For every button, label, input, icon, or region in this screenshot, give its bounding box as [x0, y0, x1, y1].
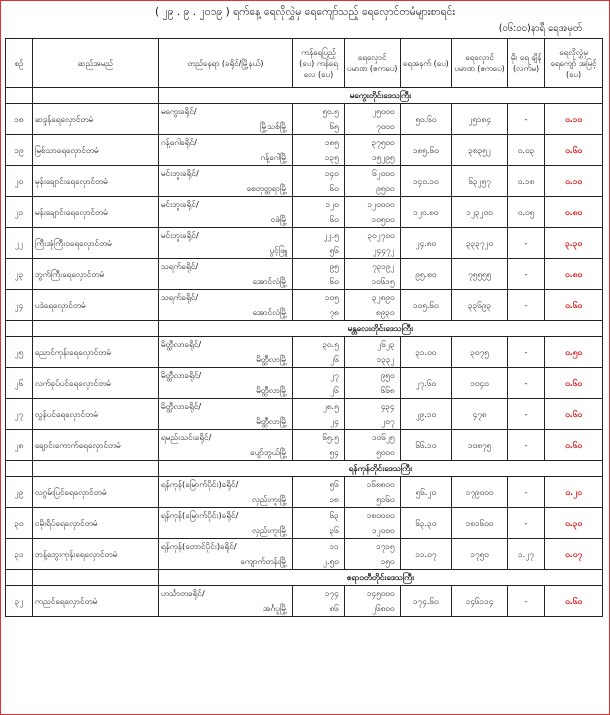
- dead-level: ၆၅: [293, 119, 345, 135]
- region-blank: [32, 461, 158, 477]
- rainfall: -: [507, 508, 544, 539]
- dead-level: ၂၄: [293, 414, 345, 430]
- row-number: ၁၈: [6, 104, 33, 135]
- overflow-height: ၀.၅၀: [545, 337, 603, 368]
- rainfall: ၁.၂၇: [507, 539, 544, 570]
- location-township: ငဖဲမြို့: [158, 212, 292, 228]
- location-township: မိတ္ထီလာမြို့: [158, 352, 292, 368]
- location-district: ရန်ကုန်(မြောက်ပိုင်း)ခရိုင်/: [158, 508, 292, 524]
- rainfall: -: [507, 477, 544, 508]
- full-level: ၁၂၀: [293, 197, 345, 213]
- region-blank: [32, 321, 158, 337]
- dead-storage: ၈၉၃၀: [344, 305, 400, 321]
- table-row: [6, 477, 603, 493]
- header-row: [6, 39, 603, 88]
- header-name: ဆည်အမည်: [32, 39, 158, 88]
- overflow-height: ၀.၃၀: [545, 508, 603, 539]
- overflow-height: ၀.၆၀: [545, 135, 603, 166]
- full-storage: ၂၅၀၀၀: [344, 104, 400, 120]
- location-township: ပွင့်ဖြူ: [158, 243, 292, 259]
- region-blank: [32, 570, 158, 586]
- row-number: ၂၄: [6, 290, 33, 321]
- overflow-height: ၀.၆၀: [545, 430, 603, 461]
- dead-storage: ၉၅၀၀: [344, 181, 400, 197]
- full-storage: ၉၅၀: [344, 368, 400, 384]
- row-number: ၂၁: [6, 197, 33, 228]
- full-level: ၁၁: [293, 539, 345, 555]
- full-level: ၁၇၄: [293, 586, 345, 602]
- rainfall: ၀.၀၃: [507, 135, 544, 166]
- location-district: မိတ္ထီလာခရိုင်/: [158, 337, 292, 353]
- location-township: လှည်းကူးမြို့: [158, 523, 292, 539]
- rainfall: -: [507, 586, 544, 617]
- dam-name: မန်းချောင်းရေလှောင်တမံ: [32, 197, 158, 228]
- location-township: လှည်းကူးမြို့: [158, 492, 292, 508]
- rainfall: -: [507, 399, 544, 430]
- page-subtitle: (၀၆:၀၀)နာရီ ရေအမှတ်: [498, 23, 582, 34]
- overflow-height: ၃.၃၀: [545, 228, 603, 259]
- dam-name: ဘန့်ဘွေးကုန်းရေလှောင်တမံ: [32, 539, 158, 570]
- region-label: မန္တလေးတိုင်းဒေသကြီး: [158, 321, 602, 337]
- dam-name: လွန်ပင်ရေလှောင်တမံ: [32, 399, 158, 430]
- rainfall: -: [507, 228, 544, 259]
- water-depth: ၆၃.၃၀: [400, 508, 452, 539]
- current-storage: ၁၇၅၀: [452, 539, 508, 570]
- rainfall: -: [507, 104, 544, 135]
- region-blank: [6, 321, 33, 337]
- dead-level: ၆၀: [293, 181, 345, 197]
- location-township: အောင်လံမြို့: [158, 274, 292, 290]
- region-row: [6, 88, 603, 104]
- location-township: ကျောက်တန်းမြို့: [158, 554, 292, 570]
- header-storage: ရေလှောင် ပမာဏ (ဧကပေ): [344, 39, 400, 88]
- region-blank: [32, 88, 158, 104]
- dead-storage: ၁၃၃၂: [344, 352, 400, 368]
- row-number: ၃၁: [6, 539, 33, 570]
- full-level: ၆၃: [293, 508, 345, 524]
- dead-level: ၆၀: [293, 274, 345, 290]
- water-depth: ၆၆.၁၀: [400, 430, 452, 461]
- region-label: ရန်ကုန်တိုင်းဒေသကြီး: [158, 461, 602, 477]
- rainfall: -: [507, 368, 544, 399]
- dead-storage: ၁၂၀၀၀: [344, 523, 400, 539]
- region-label: ဧရာဝတီတိုင်းဒေသကြီး: [158, 570, 602, 586]
- full-storage: ၃၇၅၀၀: [344, 135, 400, 151]
- location-district: ရန်ကုန်(တောင်ပိုင်း)ခရိုင်/: [158, 539, 292, 555]
- rainfall: -: [507, 430, 544, 461]
- current-storage: ၃၈၃၅၂: [452, 135, 508, 166]
- dead-storage: ၁၀၅၀၀: [344, 212, 400, 228]
- current-storage: ၇၅၅၅၅: [452, 259, 508, 290]
- dead-level: ၃၆: [293, 523, 345, 539]
- row-number: ၂၆: [6, 368, 33, 399]
- location-district: ရမည်းသင်းခရိုင်/: [158, 430, 292, 446]
- header-overflow: ရေလိုလွှဲမှ ရေကျော် အမြင့် (ပေ): [545, 39, 603, 88]
- full-level: ၃၀.၅: [293, 337, 345, 353]
- overflow-height: ၀.၆၀: [545, 399, 603, 430]
- table-row: [6, 539, 603, 555]
- dam-name: ချောင်းကောက်ရေလှောင်တမံ: [32, 430, 158, 461]
- dam-name: ငမိုးရိပ်ရေလှောင်တမံ: [32, 508, 158, 539]
- dead-storage: ၅၀၀၀: [344, 445, 400, 461]
- rainfall: ၀.၀၅: [507, 197, 544, 228]
- location-district: သရက်ခရိုင်/: [158, 290, 292, 306]
- location-district: ဂန့်ဂေါခရိုင်/: [158, 135, 292, 151]
- overflow-height: ၀.၆၀: [545, 290, 603, 321]
- dam-name: မုန်းချောင်းရေလှောင်တမံ: [32, 166, 158, 197]
- rainfall: -: [507, 290, 544, 321]
- overflow-height: ၀.၈၀: [545, 259, 603, 290]
- location-township: အင်္ဂပူမြို့: [158, 601, 292, 617]
- rainfall: -: [507, 337, 544, 368]
- table-row: [6, 259, 603, 275]
- current-storage: ၁၈၁၆၀၀: [452, 508, 508, 539]
- dam-name: လက်ခုပ်ပင်ရေလှောင်တမံ: [32, 368, 158, 399]
- full-level: ၁၄၀: [293, 166, 345, 182]
- overflow-height: ၀.၈၀: [545, 197, 603, 228]
- full-storage: ၁၀၆၂၅: [344, 430, 400, 446]
- overflow-height: ၀.၁၀: [545, 104, 603, 135]
- header-rainfall: မိုး ရေ ချိန် (လက်မ): [507, 39, 544, 88]
- current-storage: ၂၅၁၈၄: [452, 104, 508, 135]
- current-storage: ၃၃၆၉၃: [452, 290, 508, 321]
- water-depth: ၅၀.၆၀: [400, 104, 452, 135]
- overflow-height: ၀.၆၀: [545, 586, 603, 617]
- dam-name: ကြီးအုံကြီးဝရေလှောင်တမံ: [32, 228, 158, 259]
- current-storage: ၁၄၆၁၁၄: [452, 586, 508, 617]
- dead-level: ၁၃၅: [293, 150, 345, 166]
- table-row: [6, 290, 603, 306]
- current-storage: ၆၃၂၅၇: [452, 166, 508, 197]
- full-level: ၂၇: [293, 368, 345, 384]
- current-storage: ၃၃၃၇၂၀: [452, 228, 508, 259]
- header-full-level: ကန်ရေပြည့် (ပေ) ကန်ရေလေ (ပေ): [293, 39, 345, 88]
- location-district: မင်းဘူးခရိုင်/: [158, 166, 292, 182]
- water-depth: ၁၈၅.၆၀: [400, 135, 452, 166]
- full-level: ၉၅: [293, 259, 345, 275]
- row-number: ၂၂: [6, 228, 33, 259]
- row-number: ၂၀: [6, 166, 33, 197]
- dead-storage: ၂၀၇: [344, 414, 400, 430]
- location-district: မိတ္ထီလာခရိုင်/: [158, 399, 292, 415]
- table-row: [6, 135, 603, 151]
- water-depth: ၅၆.၂၀: [400, 477, 452, 508]
- table-row: [6, 197, 603, 213]
- dam-name: လဂွမ်းပြင်ရေလှောင်တမံ: [32, 477, 158, 508]
- table-row: [6, 104, 603, 120]
- dam-name: ဆဒ္ဒန်ရေလှောင်တမံ: [32, 104, 158, 135]
- dam-name: မြစ်သာရေလှောင်တမံ: [32, 135, 158, 166]
- dam-name: ပဒဲရေလှောင်တမံ: [32, 290, 158, 321]
- dead-storage: ၂၄၄၇၂: [344, 243, 400, 259]
- dead-level: ၂၆: [293, 352, 345, 368]
- location-district: မိတ္ထီလာခရိုင်/: [158, 368, 292, 384]
- header-depth: ရေအနက် (ပေ): [400, 39, 452, 88]
- current-storage: ၃၀၇၅: [452, 337, 508, 368]
- full-level: ၂၈.၅: [293, 399, 345, 415]
- overflow-height: ၀.၆၀: [545, 368, 603, 399]
- full-level: ၁၈၅: [293, 135, 345, 151]
- full-storage: ၄၃၄: [344, 399, 400, 415]
- dead-storage: ၁၅၂၉၅: [344, 150, 400, 166]
- dead-level: ၅၆: [293, 243, 345, 259]
- table-row: [6, 586, 603, 602]
- table-row: [6, 166, 603, 182]
- dam-name: ဘွက်ကြီးရေလှောင်တမံ: [32, 259, 158, 290]
- location-township: မိတ္ထီလာမြို့: [158, 383, 292, 399]
- location-district: ဟင်္သာတခရိုင်/: [158, 586, 292, 602]
- full-storage: ၂၆၂၃: [344, 337, 400, 353]
- full-level: ၅၀.၅: [293, 104, 345, 120]
- region-label: မကွေးတိုင်းဒေသကြီး: [158, 88, 602, 104]
- header-no: စဉ်: [6, 39, 33, 88]
- location-township: မြို့သစ်မြို့: [158, 119, 292, 135]
- overflow-height: ၀.၀၇: [545, 539, 603, 570]
- water-depth: ၂၄.၈၀: [400, 228, 452, 259]
- full-level: ၆၅.၅: [293, 430, 345, 446]
- water-depth: ၁၇၄.၆၀: [400, 586, 452, 617]
- current-storage: ၄၇၈: [452, 399, 508, 430]
- table-row: [6, 228, 603, 244]
- dead-level: ၅၄: [293, 445, 345, 461]
- table-row: [6, 368, 603, 384]
- full-storage: ၆၂၀၀၀: [344, 166, 400, 182]
- dead-level: ၁၈: [293, 492, 345, 508]
- overflow-height: ၀.၂၀: [545, 477, 603, 508]
- region-row: [6, 570, 603, 586]
- header-location: တည်နေရာ (ခရိုင်/မြို့နယ်): [158, 39, 292, 88]
- region-blank: [6, 88, 33, 104]
- water-depth: ၁၀၅.၆၀: [400, 290, 452, 321]
- full-storage: ၁၄၅၀၀၀: [344, 586, 400, 602]
- dam-name: ကညင်ရေလှောင်တမံ: [32, 586, 158, 617]
- dead-storage: ၅၁၆၀: [344, 492, 400, 508]
- dead-level: ၂.၅၀: [293, 554, 345, 570]
- location-district: မင်းဘူးခရိုင်/: [158, 197, 292, 213]
- full-storage: ၁၂၀၀၀၀: [344, 197, 400, 213]
- location-township: စေတုတ္တရာမြို့: [158, 181, 292, 197]
- row-number: ၂၉: [6, 477, 33, 508]
- dead-storage: ၆၆၈: [344, 383, 400, 399]
- water-depth: ၉၅.၈၀: [400, 259, 452, 290]
- water-depth: ၃၁.၀၀: [400, 337, 452, 368]
- table-row: [6, 337, 603, 353]
- location-district: သရက်ခရိုင်/: [158, 259, 292, 275]
- dead-level: ၇၈: [293, 305, 345, 321]
- current-storage: ၁၀၄၀: [452, 368, 508, 399]
- region-blank: [6, 570, 33, 586]
- dead-level: ၂၆: [293, 383, 345, 399]
- location-township: အောင်လံမြို့: [158, 305, 292, 321]
- reservoir-table: [5, 38, 603, 617]
- table-row: [6, 399, 603, 415]
- full-storage: ၁၆၈၈၀၀: [344, 477, 400, 493]
- row-number: ၂၈: [6, 430, 33, 461]
- water-depth: ၂၇.၆၀: [400, 368, 452, 399]
- row-number: ၃၀: [6, 508, 33, 539]
- dead-storage: ၂၆၈၀၀: [344, 601, 400, 617]
- current-storage: ၁၇၉၀၀၀: [452, 477, 508, 508]
- location-township: ဂန့်ဂေါမြို့: [158, 150, 292, 166]
- current-storage: ၁၂၃၂၀၀: [452, 197, 508, 228]
- row-number: ၂၃: [6, 259, 33, 290]
- full-storage: ၃၀၂၇၀၀: [344, 228, 400, 244]
- full-level: ၅၆: [293, 477, 345, 493]
- row-number: ၃၂: [6, 586, 33, 617]
- full-storage: ၁၇၁၅: [344, 539, 400, 555]
- full-storage: ၁၈၀၀၀၀: [344, 508, 400, 524]
- water-depth: ၁၂၀.၈၀: [400, 197, 452, 228]
- dead-level: ၆၀: [293, 212, 345, 228]
- dead-storage: ၁၅၀: [344, 554, 400, 570]
- header-current-storage: ရေလှောင် ပမာဏ (ဧကပေ): [452, 39, 508, 88]
- dam-name: ညောင်ကုန်းရေလှောင်တမံ: [32, 337, 158, 368]
- water-depth: ၁၄၀.၁၀: [400, 166, 452, 197]
- current-storage: ၁၀၈၇၅: [452, 430, 508, 461]
- table-row: [6, 430, 603, 446]
- dead-level: ၈၆: [293, 601, 345, 617]
- page-title: ( ၂၉ . ၉ . ၂၀၁၉ ) ရက်နေ့ ရေလိုလွှဲမှ ရေကျော်သည့် ရေလှောင်တမံများစာရင်း: [155, 6, 455, 18]
- region-row: [6, 461, 603, 477]
- table-row: [6, 508, 603, 524]
- full-level: ၂၂.၅: [293, 228, 345, 244]
- location-township: ပျော်ဘွယ်မြို့: [158, 445, 292, 461]
- overflow-height: ၀.၁၀: [545, 166, 603, 197]
- location-district: ရန်ကုန်(မြောက်ပိုင်း)ခရိုင်/: [158, 477, 292, 493]
- location-district: မင်းဘူးခရိုင်/: [158, 228, 292, 244]
- dead-storage: ၁၀၆၁၅: [344, 274, 400, 290]
- full-storage: ၇၃၁၉၂: [344, 259, 400, 275]
- dead-storage: ၇၀၀၀: [344, 119, 400, 135]
- water-depth: ၁၁.၀၇: [400, 539, 452, 570]
- full-storage: ၃၂၈၉၀: [344, 290, 400, 306]
- rainfall: ၀.၁၈: [507, 166, 544, 197]
- row-number: ၂၇: [6, 399, 33, 430]
- water-depth: ၂၉.၁၀: [400, 399, 452, 430]
- location-district: မကွေးခရိုင်/: [158, 104, 292, 120]
- full-level: ၁၀၅: [293, 290, 345, 306]
- region-blank: [6, 461, 33, 477]
- location-township: မိတ္ထီလာမြို့: [158, 414, 292, 430]
- row-number: ၂၅: [6, 337, 33, 368]
- row-number: ၁၉: [6, 135, 33, 166]
- rainfall: -: [507, 259, 544, 290]
- region-row: [6, 321, 603, 337]
